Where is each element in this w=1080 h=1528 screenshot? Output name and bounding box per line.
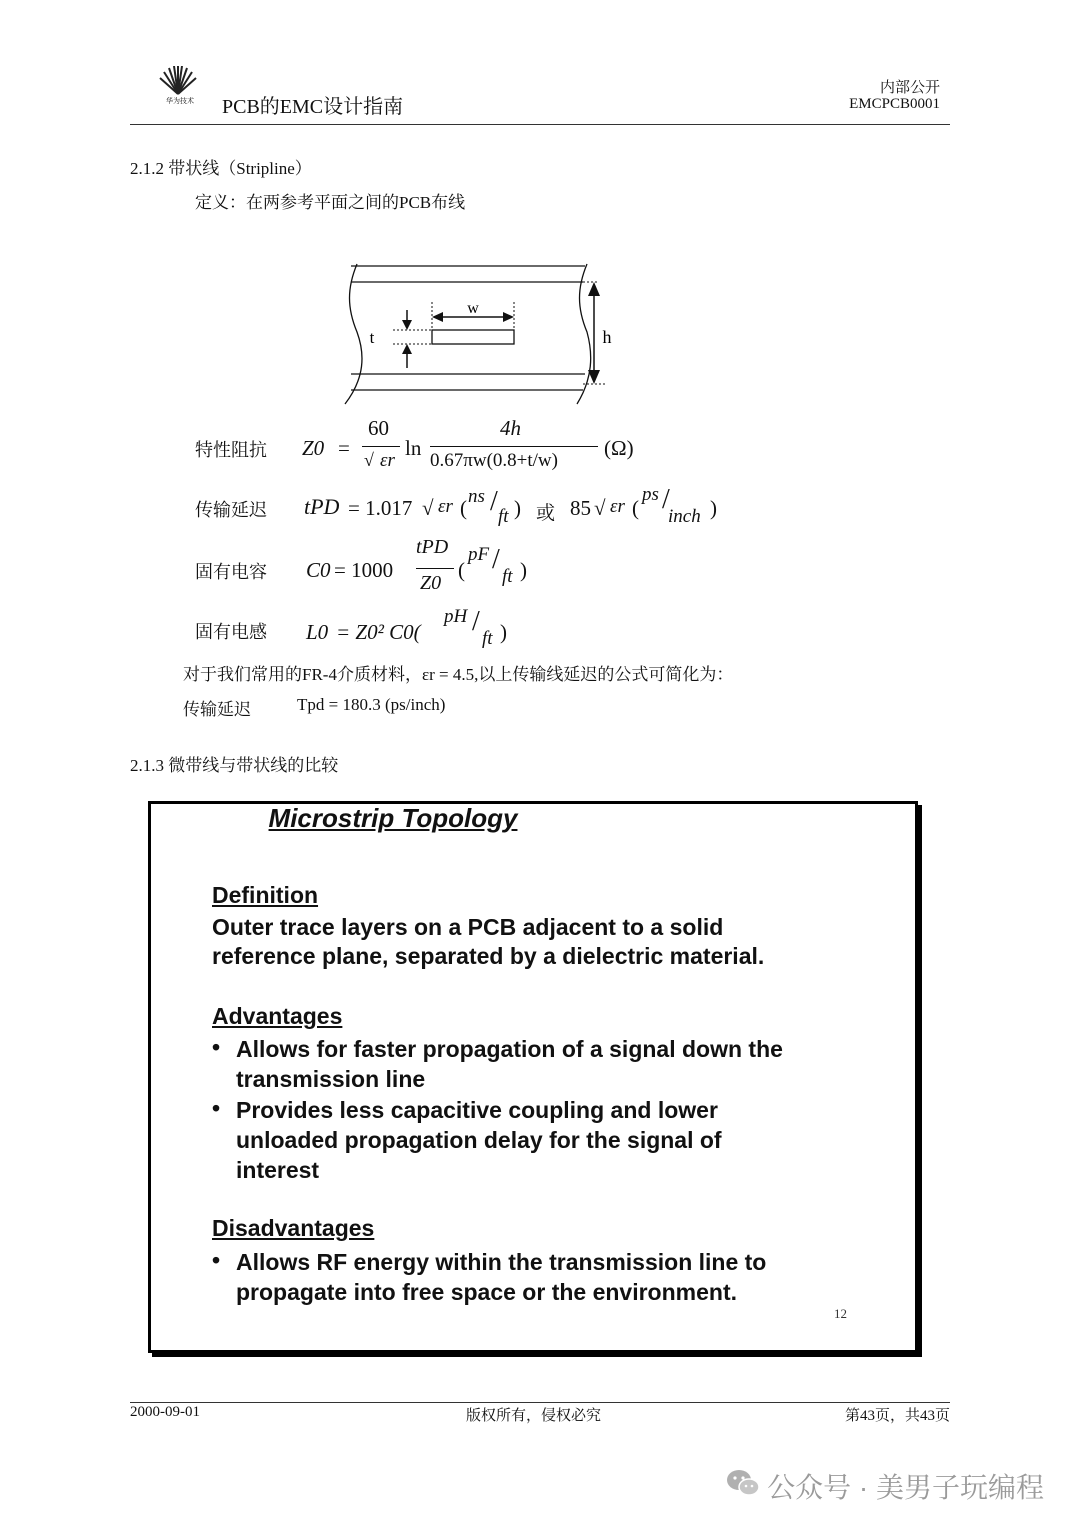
footer-copyright: 版权所有，侵权必究 bbox=[466, 1408, 602, 1424]
disadvantage-1-line-2: propagate into free space or the environment. bbox=[236, 1279, 737, 1305]
l0-unit-den: ft bbox=[482, 628, 493, 649]
tpd-er1: εr bbox=[438, 496, 453, 517]
classification-label: 内部公开 bbox=[879, 80, 940, 96]
header-rule bbox=[130, 124, 950, 125]
advantage-2-line-1: Provides less capacitive coupling and lower bbox=[236, 1097, 718, 1123]
l0-lhs: L0 bbox=[306, 620, 329, 644]
c0-unit-num: pF bbox=[468, 544, 490, 565]
z0-unit: (Ω) bbox=[604, 436, 634, 460]
bullet-icon: • bbox=[212, 1247, 221, 1273]
delay-label: 传输延迟 bbox=[195, 500, 267, 520]
slide-number: 12 bbox=[834, 1306, 847, 1321]
c0-coef: = 1000 bbox=[334, 558, 394, 582]
tpd-coef2: 85 bbox=[570, 496, 591, 520]
tpd-unit2-num: ps bbox=[642, 484, 659, 505]
watermark-text: 公众号 · 美男子玩编程 bbox=[767, 1472, 1044, 1503]
label-w: w bbox=[467, 300, 479, 317]
logo-text: 华为技术 bbox=[166, 97, 194, 105]
c0-lhs: C0 bbox=[306, 558, 331, 582]
advantage-2-line-3: interest bbox=[236, 1157, 320, 1183]
definition-line-1: Outer trace layers on a PCB adjacent to a solid bbox=[212, 914, 724, 940]
z0-60: 60 bbox=[368, 416, 389, 440]
tpd-simplified-value: Tpd = 180.3 (ps/inch) bbox=[297, 695, 446, 714]
tpd-or: 或 bbox=[536, 503, 556, 524]
disadvantage-1-line-1: Allows RF energy within the transmission line to bbox=[236, 1249, 767, 1275]
company-logo bbox=[156, 66, 200, 106]
l0-rhs: = Z0² C0( bbox=[336, 620, 421, 644]
document-title: PCB的EMC设计指南 bbox=[222, 96, 404, 118]
capacitance-label: 固有电容 bbox=[195, 562, 267, 582]
bullet-icon: • bbox=[212, 1034, 221, 1060]
z0-4h: 4h bbox=[500, 416, 521, 440]
advantage-2-line-2: unloaded propagation delay for the signal of bbox=[236, 1127, 722, 1153]
z0-lhs: Z0 bbox=[302, 436, 325, 460]
label-h: h bbox=[602, 327, 612, 347]
tpd-lhs: tPD bbox=[304, 494, 340, 519]
disadvantages-heading: Disadvantages bbox=[212, 1215, 375, 1241]
advantage-1-line-1: Allows for faster propagation of a signal down the bbox=[236, 1036, 783, 1062]
inductance-formula: L0 = Z0² C0( pH / ft ) bbox=[306, 606, 507, 649]
tpd-unit2-den: inch bbox=[668, 506, 701, 527]
advantages-heading: Advantages bbox=[212, 1003, 343, 1029]
impedance-label: 特性阻抗 bbox=[195, 440, 267, 460]
z0-denominator: 0.67πw(0.8+t/w) bbox=[430, 450, 558, 471]
tpd-er2: εr bbox=[610, 496, 625, 517]
advantage-1-line-2: transmission line bbox=[236, 1066, 426, 1092]
tpd-unit1-den: ft bbox=[498, 506, 509, 527]
capacitance-formula: C0 = 1000 tPD Z0 ( pF / ft ) bbox=[306, 536, 527, 594]
label-t: t bbox=[369, 328, 375, 347]
tpd-simplified-label: 传输延迟 bbox=[183, 700, 251, 719]
stripline-diagram bbox=[335, 258, 625, 408]
footer-rule bbox=[130, 1402, 950, 1403]
z0-ln: ln bbox=[405, 436, 422, 460]
stripline-definition: 定义：在两参考平面之间的PCB布线 bbox=[195, 193, 466, 212]
wechat-icon bbox=[725, 1468, 761, 1505]
c0-num: tPD bbox=[416, 536, 449, 558]
footer-page-number: 第43页，共43页 bbox=[844, 1408, 950, 1424]
definition-heading: Definition bbox=[212, 882, 319, 908]
c0-unit-den: ft bbox=[502, 566, 513, 587]
tpd-coef1: = 1.017 bbox=[348, 496, 413, 520]
document-id: EMCPCB0001 bbox=[849, 96, 940, 112]
l0-unit-num: pH bbox=[444, 606, 468, 627]
bullet-icon: • bbox=[212, 1095, 221, 1121]
section-heading-stripline: 2.1.2 带状线（Stripline） bbox=[130, 159, 312, 178]
tpd-unit1-num: ns bbox=[468, 486, 485, 507]
c0-den: Z0 bbox=[420, 572, 442, 594]
section-heading-comparison: 2.1.3 微带线与带状线的比较 bbox=[130, 756, 339, 775]
fr4-note: 对于我们常用的FR-4介质材料，εr = 4.5,以上传输线延迟的公式可简化为： bbox=[183, 665, 734, 684]
definition-line-2: reference plane, separated by a dielectric material. bbox=[212, 943, 765, 969]
impedance-formula: Z0 = 60 √ εr ln 4h 0.67πw(0.8+t/w) (Ω) bbox=[302, 416, 634, 471]
footer-date: 2000-09-01 bbox=[130, 1404, 200, 1420]
z0-er: εr bbox=[380, 450, 395, 471]
delay-formula: tPD = 1.017 √ εr ( ns / ft ) 或 85 √ εr ( ps / inch ) bbox=[304, 484, 717, 527]
slide-title: Microstrip Topology bbox=[268, 803, 518, 833]
wechat-watermark bbox=[725, 1466, 1044, 1506]
inductance-label: 固有电感 bbox=[195, 622, 267, 642]
